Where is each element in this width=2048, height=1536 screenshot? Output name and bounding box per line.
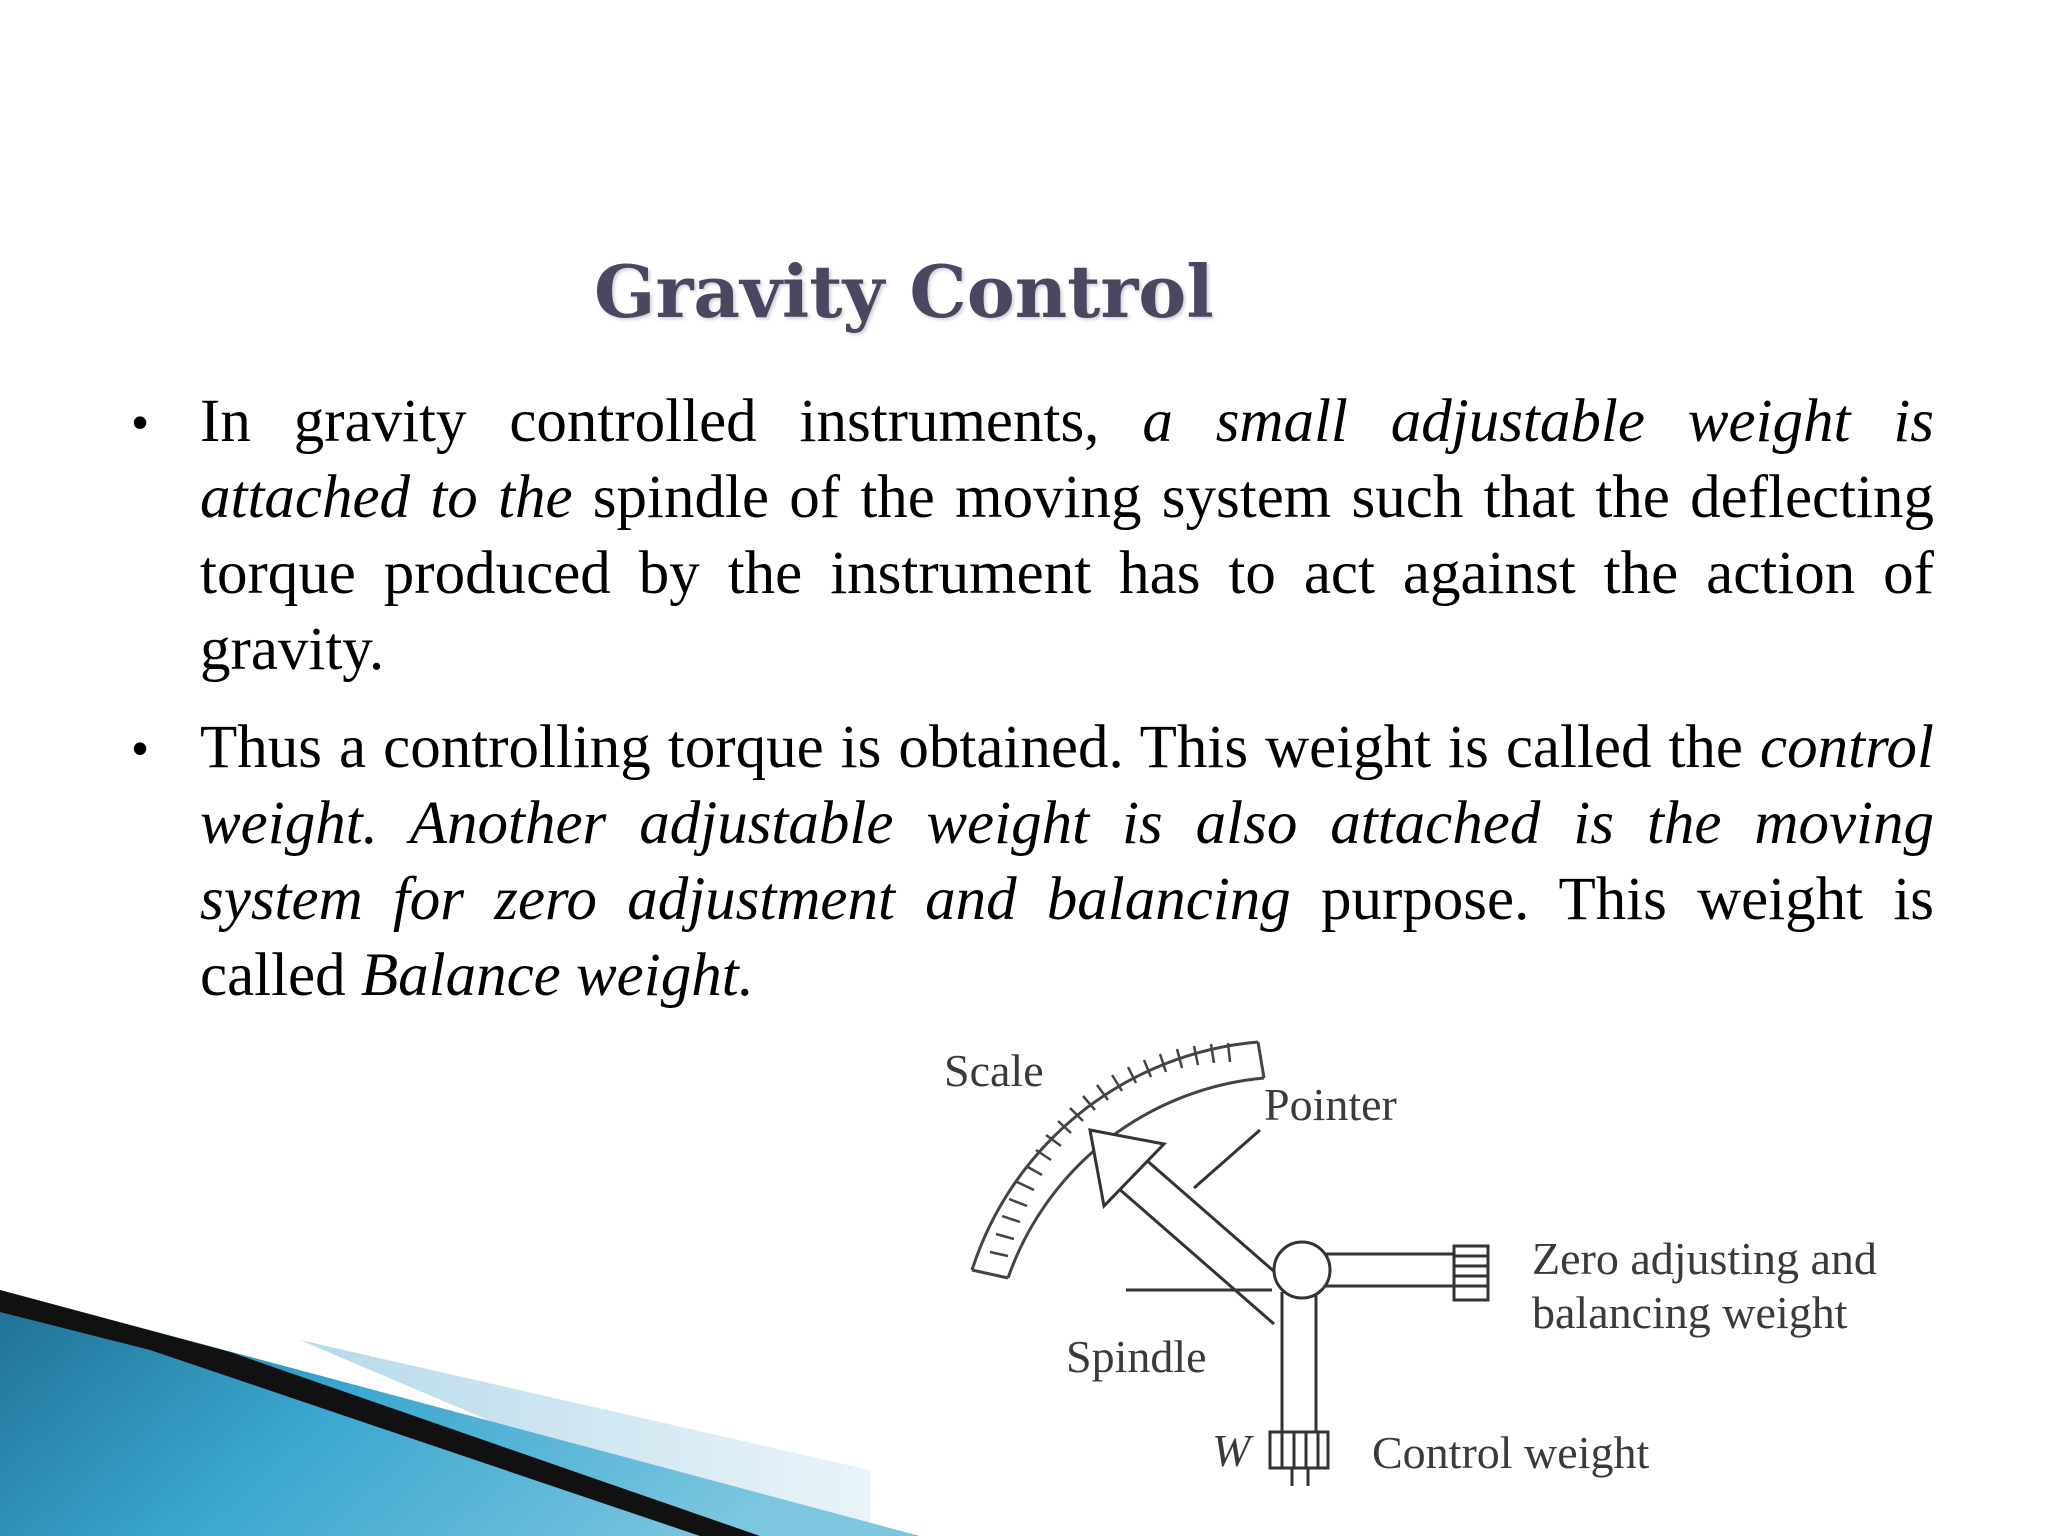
bullet-1-text-b: a small adjustable weight is attached to the (200, 388, 1934, 531)
pointer-leader-line (1194, 1130, 1260, 1188)
label-zero-line1: Zero adjusting and (1532, 1233, 1877, 1284)
bullet-2-text-b: control weight. Another adjustable weight is also attached is the moving system for zero adjustment and balancing (200, 714, 1934, 933)
bullet-1-text-a: In gravity controlled instruments, (200, 388, 1143, 455)
bullet-2-text-a: Thus a controlling torque is obtained. This weight is called the (200, 714, 1761, 781)
pointer-arrow (1090, 1130, 1300, 1324)
bullet-icon: • (131, 396, 149, 448)
diagram-canvas (920, 1020, 1940, 1516)
control-arm (1270, 1292, 1328, 1486)
bullet-1-text-c: spindle of the moving system such that the deflecting torque produced by the instrument has to act against the action of gravity. (200, 464, 1934, 683)
label-zero-line2: balancing weight (1532, 1287, 1848, 1338)
slide-title: Gravity Control (594, 249, 1214, 334)
bullet-item-2 (120, 710, 1934, 1014)
bullet-item-1 (120, 384, 1934, 688)
label-w: W (1212, 1425, 1251, 1476)
label-control-weight: Control weight (1372, 1427, 1650, 1478)
bullet-list (120, 384, 1934, 1036)
spindle-circle (1274, 1242, 1330, 1298)
label-spindle: Spindle (1066, 1331, 1207, 1382)
label-scale: Scale (944, 1045, 1044, 1096)
gravity-control-diagram (920, 1020, 1940, 1516)
bullet-2-text-d: Balance weight. (360, 942, 754, 1009)
balance-arm (1326, 1246, 1488, 1300)
bullet-icon: • (131, 722, 149, 774)
bullet-2-text-c: purpose. This weight is called (200, 866, 1935, 1009)
label-pointer: Pointer (1264, 1079, 1397, 1130)
